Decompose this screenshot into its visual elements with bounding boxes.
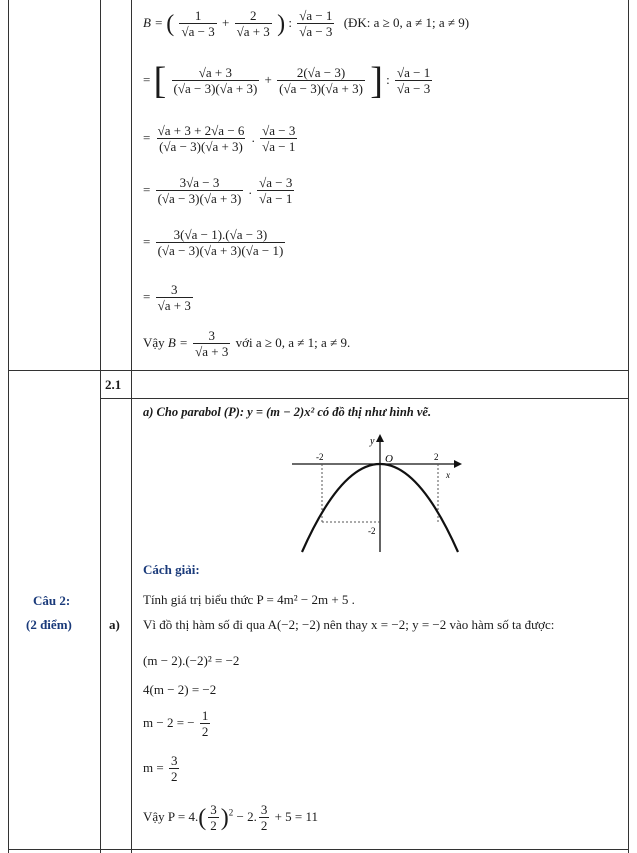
section-label: 2.1 <box>105 377 122 392</box>
parabola-graph <box>290 430 470 555</box>
solution-eq4: m = $\frac{3}{2}$ <box>143 753 178 784</box>
solution-final: Vậy P = 4.( $\frac{3}{2}$ )$^2$ − 2. $\frac{3}{2}$ + 5 = 11 <box>143 802 319 833</box>
row-divider-2 <box>100 398 629 399</box>
label-y: y <box>370 436 375 447</box>
x-axis-arrow <box>454 460 462 468</box>
label-neg2-x: -2 <box>316 452 324 462</box>
table-border-col1 <box>100 0 101 853</box>
solution-eq1: (m − 2).(−2)² = −2 <box>143 653 240 668</box>
expr-line-5: = $\frac{3(√a - 1).(√a - 3)}{(√a - 3)(√a + 3)(√a - 1)}$ <box>143 227 284 258</box>
label-pos2-x: 2 <box>434 452 439 462</box>
solution-eq3: m − 2 = − $\frac{1}{2}$ <box>143 708 209 739</box>
expr-line-2: = [ $\frac{√a + 3}{(√a - 3)(√a + 3)}$ + $\frac{2(√a - 3)}{(√a - 3)(√a + 3)}$ ] : $\frac{√a - 1}{√a - 3}$ <box>143 60 431 102</box>
row-divider-1 <box>8 370 629 371</box>
conclusion-line: Vậy B = $\frac{3}{√a + 3}$ với a ≥ 0, a ≠ 1; a ≠ 9. <box>143 328 351 359</box>
label-neg2-y: -2 <box>368 526 376 536</box>
part-label: a) <box>109 617 120 632</box>
table-border-right <box>628 0 629 853</box>
problem-statement: a) Cho parabol (P): y = (m − 2)x² có đồ thị như hình vẽ. <box>143 405 432 419</box>
label-x: x <box>446 470 450 480</box>
table-border-bottom <box>8 849 629 850</box>
solution-heading: Cách giải: <box>143 562 200 577</box>
solution-task: Tính giá trị biểu thức P = 4m² − 2m + 5 . <box>143 592 355 607</box>
y-axis-arrow <box>376 434 384 442</box>
solution-reason: Vì đồ thị hàm số đi qua A(−2; −2) nên thay x = −2; y = −2 vào hàm số ta được: <box>143 617 555 632</box>
question-title: Câu 2: <box>33 593 71 608</box>
table-border-left <box>8 0 9 853</box>
expr-line-6: = $\frac{3}{√a + 3}$ <box>143 282 191 313</box>
table-border-col2 <box>131 0 132 853</box>
label-origin: O <box>385 453 393 465</box>
solution-eq2: 4(m − 2) = −2 <box>143 682 217 697</box>
question-points: (2 điểm) <box>26 617 72 632</box>
expr-line-1: B = ( $\frac{1}{√a - 3}$ + $\frac{2}{√a + 3}$ ) : $\frac{√a - 1}{√a - 3}$ (ĐK: a ≥ 0, a ≠ 1; a ≠ 9) <box>143 8 470 39</box>
expr-line-4: = $\frac{3√a - 3}{(√a - 3)(√a + 3)}$ . $\frac{√a - 3}{√a - 1}$ <box>143 175 293 206</box>
expr-line-3: = $\frac{√a + 3 + 2√a - 6}{(√a - 3)(√a + 3)}$ . $\frac{√a - 3}{√a - 1}$ <box>143 123 296 154</box>
